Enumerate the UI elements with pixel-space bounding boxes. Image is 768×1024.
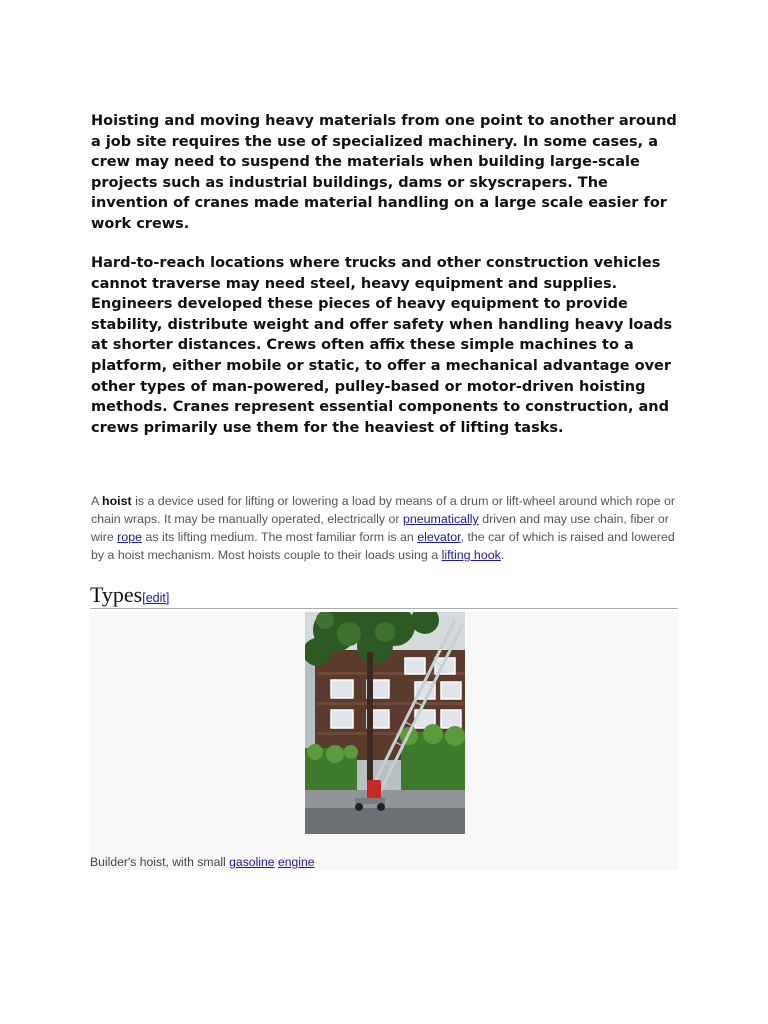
builders-hoist-photo <box>305 612 465 834</box>
link-lifting-hook[interactable]: lifting hook <box>441 548 501 562</box>
figure-caption <box>90 855 315 869</box>
edit-bracket-close: ] <box>165 591 170 605</box>
link-rope[interactable]: rope <box>117 530 142 544</box>
term-hoist: hoist <box>102 494 132 508</box>
caption-text: Builder's hoist, with small <box>90 855 230 869</box>
link-pneumatically[interactable]: pneumatically <box>402 512 479 526</box>
intro-text: , the car of which is raised and lowered by a hoist mechanism. Most hoists couple to their loads using a <box>91 530 675 562</box>
section-heading-types <box>90 582 678 609</box>
edit-bracket-open: [ <box>142 591 146 605</box>
link-gasoline[interactable]: gasoline <box>229 855 275 869</box>
link-engine[interactable]: engine <box>277 855 315 869</box>
hoist-photo-illustration <box>305 612 465 834</box>
section-title: Types <box>90 582 143 607</box>
wiki-intro-paragraph <box>91 492 681 564</box>
article-paragraph-2: Hard-to-reach locations where trucks and other construction vehicles cannot traverse may need steel, heavy equipment and supplies. Engineers developed these pieces of heavy equipment to provide stability, distribute weight and offer safety when handling heavy loads at shorter distances. Crews often affix these simple machines to a platform, either mobile or static, to offer a mechanical advantage over other types of man-powered, pulley-based or motor-driven hoisting methods. Cranes represent essential components to construction, and crews primarily use them for the heaviest of lifting tasks. <box>91 255 673 436</box>
intro-text: A <box>91 494 103 508</box>
article-paragraph-1: Hoisting and moving heavy materials from one point to another around a job site requires the use of specialized machinery. In some cases, a crew may need to suspend the materials when building large-scale projects such as industrial buildings, dams or skyscrapers. The invention of cranes made material handling on a large scale easier for work crews. <box>91 113 677 232</box>
figure-builders-hoist <box>90 611 678 870</box>
intro-text: is a device used for lifting or lowering a load by means of a drum or lift-wheel around which rope or chain wraps. It may be manually operated, electrically or <box>91 494 676 526</box>
intro-text: . <box>500 548 505 562</box>
link-elevator[interactable]: elevator <box>417 530 461 544</box>
edit-link[interactable]: edit <box>145 591 166 605</box>
section-edit <box>142 591 169 605</box>
intro-text: as its lifting medium. The most familiar form is an <box>141 530 418 544</box>
intro-text: driven and may use chain, fiber or wire <box>91 512 669 544</box>
